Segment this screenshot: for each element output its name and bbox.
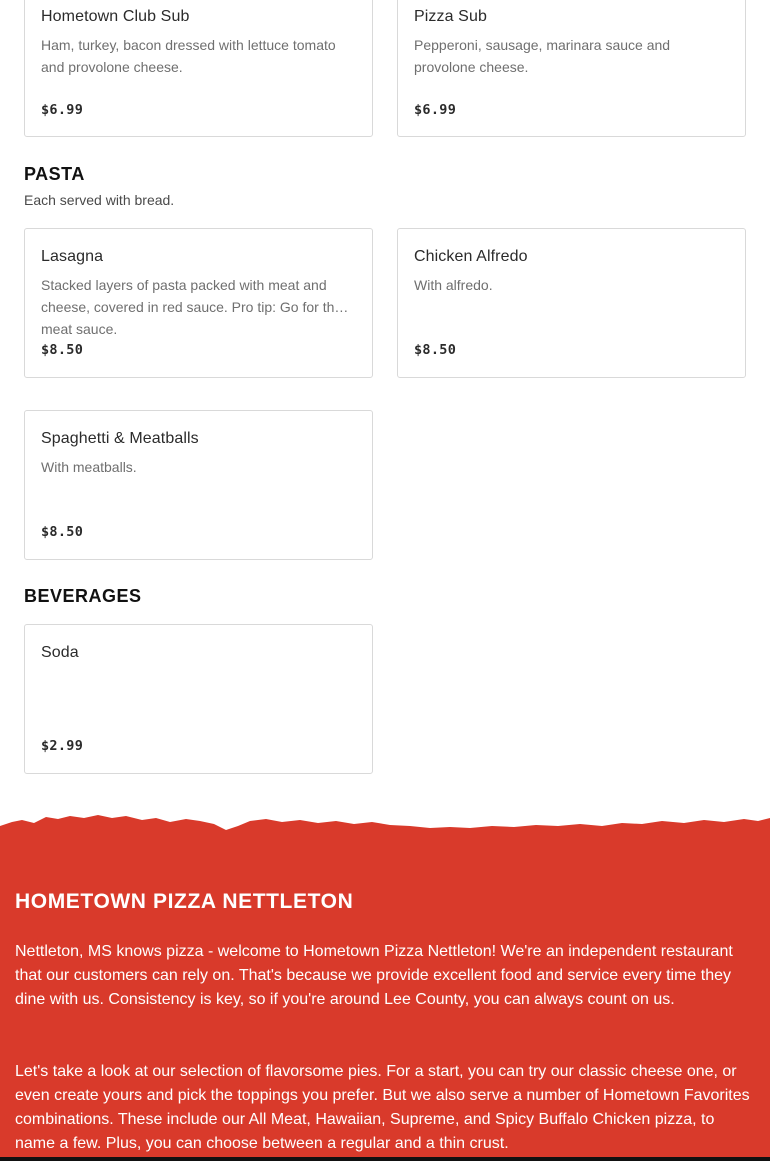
section-subtitle-pasta: Each served with bread.	[24, 192, 175, 208]
menu-item-card[interactable]	[24, 410, 373, 560]
menu-item-card[interactable]	[24, 228, 373, 378]
section-title-beverages: BEVERAGES	[24, 586, 142, 606]
menu-item-card[interactable]	[24, 624, 373, 774]
menu-item-name: Spaghetti & Meatballs	[41, 430, 199, 447]
menu-item-name: Hometown Club Sub	[41, 8, 190, 25]
menu-item-price: $8.50	[41, 342, 84, 358]
menu-item-price: $8.50	[41, 524, 84, 540]
menu-item-price: $6.99	[41, 102, 84, 118]
menu-item-description: With alfredo.	[414, 277, 493, 293]
torn-paper-edge	[0, 812, 770, 846]
menu-item-description: With meatballs.	[41, 459, 137, 475]
menu-item-name: Pizza Sub	[414, 8, 487, 25]
section-title-pasta: PASTA	[24, 164, 85, 184]
about-section	[0, 812, 770, 1161]
menu-item-description: Pepperoni, sausage, marinara sauce and provolone cheese.	[414, 37, 671, 75]
menu-item-card[interactable]	[397, 0, 746, 137]
about-paragraph: Nettleton, MS knows pizza - welcome to Hometown Pizza Nettleton! We're an independent restaurant that our customers can rely on. That's because we provide excellent food and service every time they dine with us. Consistency is key, so if you're around Lee County, you can always count on us.	[15, 943, 733, 1008]
menu-item-price: $6.99	[414, 102, 457, 118]
menu-item-name: Soda	[41, 644, 79, 661]
menu-item-card[interactable]	[397, 228, 746, 378]
menu-item-name: Lasagna	[41, 248, 104, 265]
page-bottom-edge	[0, 1157, 770, 1161]
menu-item-description: Ham, turkey, bacon dressed with lettuce tomato and provolone cheese.	[41, 37, 336, 75]
menu-item-name: Chicken Alfredo	[414, 248, 528, 265]
about-paragraph: Let's take a look at our selection of flavorsome pies. For a start, you can try our classic cheese one, or even create yours and pick the toppings you prefer. But we also serve a number of Hometown Favorites combinations. These include our All Meat, Hawaiian, Supreme, and Spicy Buffalo Chicken pizza, to name a few. Plus, you can choose between a regular and a thin crust.	[15, 1063, 750, 1152]
menu-item-description: Stacked layers of pasta packed with meat and cheese, covered in red sauce. Pro tip: Go for the meat sauce.	[41, 277, 343, 337]
menu-item-card[interactable]	[24, 0, 373, 137]
about-title: HOMETOWN PIZZA NETTLETON	[15, 890, 354, 913]
menu-item-price: $2.99	[41, 738, 84, 754]
menu-item-price: $8.50	[414, 342, 457, 358]
